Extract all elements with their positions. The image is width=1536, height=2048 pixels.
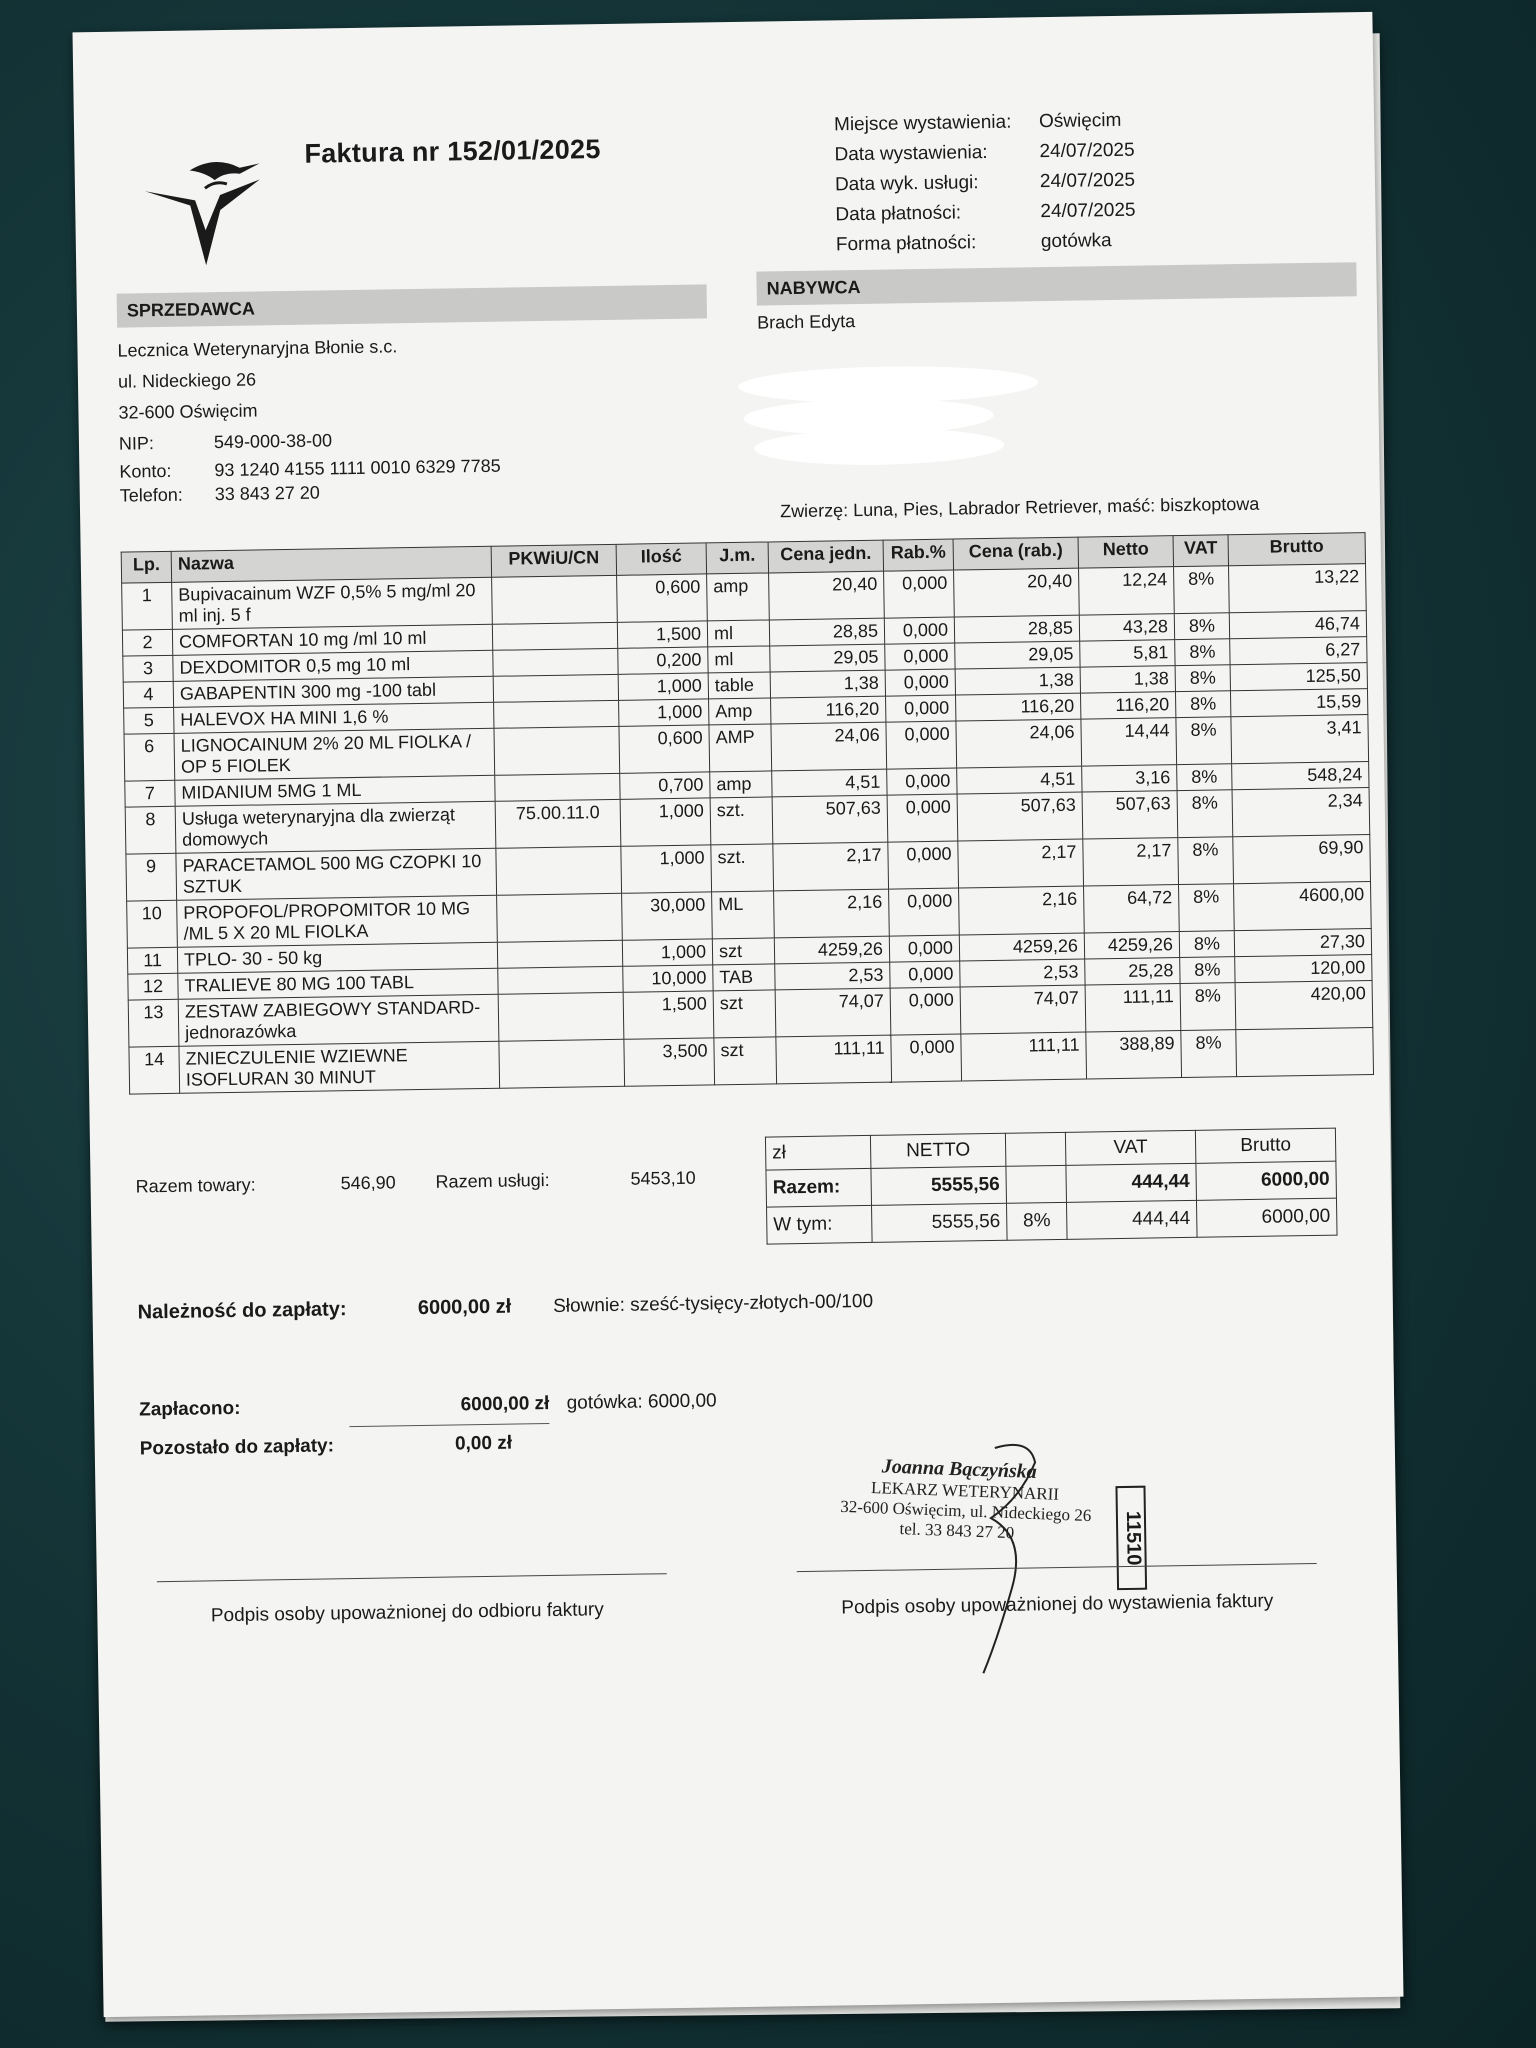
seller-heading: SPRZEDAWCA (117, 284, 707, 327)
handwritten-signature (935, 1437, 1059, 1679)
cell-vat: 8% (1174, 566, 1230, 614)
cell-price-rab: 507,63 (957, 792, 1083, 841)
cell-name: LIGNOCAINUM 2% 20 ML FIOLKA / OP 5 FIOLEK (174, 728, 495, 780)
cell-lp: 8 (125, 806, 176, 854)
cell-price-rab: 111,11 (961, 1032, 1087, 1081)
due-label: Należność do zapłaty: (137, 1298, 347, 1324)
meta-value: 24/07/2025 (1040, 199, 1136, 223)
left-value: 0,00 zł (454, 1432, 513, 1455)
cell-brutto: 125,50 (1230, 663, 1367, 691)
cell-netto: 14,44 (1081, 718, 1177, 766)
cell-netto: 116,20 (1080, 692, 1175, 719)
cell-qty: 1,500 (623, 991, 714, 1039)
invoice-meta (834, 104, 1221, 260)
sum-currency: zł (765, 1135, 871, 1170)
meta-value: 24/07/2025 (1039, 139, 1135, 163)
buyer-name: Brach Edyta (756, 311, 856, 333)
cell-netto: 43,28 (1079, 614, 1174, 641)
summary-table (765, 1128, 1338, 1245)
cell-rab: 0,000 (885, 669, 955, 696)
cell-lp: 1 (122, 582, 173, 630)
cell-vat: 8% (1179, 931, 1234, 958)
cell-brutto: 69,90 (1233, 835, 1371, 884)
cell-vat: 8% (1176, 717, 1232, 765)
issuer-signature-caption: Podpis osoby upoważnionej do wystawienia faktury (841, 1590, 1274, 1619)
cell-lp: 9 (126, 853, 177, 901)
cell-rab: 0,000 (887, 794, 958, 842)
cell-brutto: 13,22 (1229, 564, 1367, 613)
cell-brutto: 3,41 (1231, 715, 1369, 764)
cell-qty: 1,000 (618, 673, 708, 700)
sum-brutto-header: Brutto (1195, 1128, 1336, 1163)
cell-rab: 0,000 (890, 961, 960, 988)
cell-brutto: 15,59 (1230, 689, 1367, 717)
stamp-address: 32-600 Oświęcim, ul. Nideckiego 26 (839, 1496, 1092, 1526)
cell-qty: 0,200 (618, 647, 708, 674)
cell-netto: 388,89 (1086, 1031, 1182, 1079)
cell-pkwiu (496, 846, 622, 895)
cell-name: PROPOFOL/PROPOMITOR 10 MG /ML 5 X 20 ML FIOLKA (177, 895, 498, 947)
cell-vat: 8% (1175, 691, 1230, 718)
cell-name: Usługa weterynaryjna dla zwierząt domowych (175, 801, 496, 853)
cell-price-rab: 2,53 (960, 959, 1085, 987)
cell-unit: szt (714, 1037, 777, 1085)
column-header: Cena jedn. (768, 540, 883, 573)
cell-netto: 3,16 (1082, 765, 1177, 792)
column-header: PKWiU/CN (491, 544, 616, 577)
sum-vat-header: VAT (1065, 1130, 1196, 1165)
column-header: Lp. (121, 551, 171, 583)
column-header: Netto (1078, 536, 1173, 568)
sum-netto-header: NETTO (870, 1133, 1006, 1168)
sum-razem-netto: 5555,56 (871, 1166, 1007, 1205)
cell-price: 507,63 (772, 795, 888, 844)
cell-netto: 12,24 (1079, 567, 1175, 615)
redaction-mark (738, 362, 1070, 472)
cell-netto: 25,28 (1085, 958, 1180, 985)
cell-price: 4,51 (772, 769, 887, 797)
cell-pkwiu (498, 992, 624, 1041)
seller-street: ul. Nideckiego 26 (117, 369, 257, 392)
payment-status (139, 1382, 718, 1468)
cell-qty: 30,000 (622, 892, 713, 940)
cell-brutto: 420,00 (1235, 981, 1373, 1030)
cell-unit: table (708, 672, 770, 699)
cell-vat: 8% (1175, 639, 1230, 666)
cell-name: DEXDOMITOR 0,5 mg 10 ml (173, 650, 493, 681)
cell-brutto (1236, 1028, 1374, 1077)
cell-name: Bupivacainum WZF 0,5% 5 mg/ml 20 ml inj. 5 f (172, 577, 493, 629)
cell-vat: 8% (1177, 790, 1233, 838)
tel-value: 33 843 27 20 (214, 482, 321, 505)
stamp-name: Joanna Bączyńska (881, 1455, 1038, 1484)
stamp-number: 11510 (1115, 1486, 1147, 1590)
cell-price-rab: 24,06 (956, 719, 1082, 768)
cell-lp: 12 (128, 973, 178, 1000)
cell-qty: 1,000 (622, 939, 712, 966)
cell-vat: 8% (1179, 884, 1235, 932)
tel-label: Telefon: (119, 484, 183, 506)
receiver-signature-caption: Podpis osoby upoważnionej do odbioru faktury (210, 1599, 604, 1627)
cell-price-rab: 4259,26 (959, 933, 1084, 961)
column-header: Nazwa (171, 546, 491, 582)
cell-qty: 1,000 (621, 845, 712, 893)
cell-rab: 0,000 (885, 643, 955, 670)
cell-price: 2,16 (774, 889, 890, 938)
razem-towary-label: Razem towary: (135, 1174, 256, 1197)
cell-name: MIDANIUM 5MG 1 ML (175, 775, 495, 806)
cell-pkwiu (495, 773, 620, 801)
cell-pkwiu (493, 648, 618, 676)
cell-qty: 1,500 (617, 621, 707, 648)
cell-price-rab: 28,85 (954, 615, 1079, 643)
cell-qty: 3,500 (624, 1038, 715, 1086)
cell-name: ZESTAW ZABIEGOWY STANDARD- jednorazówka (178, 994, 499, 1046)
cell-brutto: 6,27 (1230, 637, 1367, 665)
cell-rab: 0,000 (889, 935, 959, 962)
invoice-sheet (72, 12, 1403, 2017)
cell-brutto: 2,34 (1232, 788, 1370, 837)
cell-pkwiu (497, 893, 623, 942)
meta-value: gotówka (1040, 230, 1112, 253)
cell-netto: 2,17 (1083, 838, 1179, 886)
cell-price: 28,85 (769, 618, 884, 646)
cell-qty: 0,600 (619, 725, 710, 773)
cell-lp: 11 (127, 947, 177, 974)
cell-qty: 0,600 (617, 574, 708, 622)
cell-rab: 0,000 (887, 768, 957, 795)
cell-unit: ml (708, 646, 770, 673)
cell-lp: 13 (128, 999, 179, 1047)
meta-label: Forma płatności: (835, 232, 977, 256)
buyer-heading: NABYWCA (756, 262, 1356, 305)
meta-value: 24/07/2025 (1039, 169, 1136, 193)
cell-unit: ML (712, 891, 775, 939)
cell-pkwiu (497, 940, 622, 968)
seller-city: 32-600 Oświęcim (118, 400, 258, 423)
animal-info: Zwierzę: Luna, Pies, Labrador Retriever, maść: biszkoptowa (779, 493, 1260, 522)
clinic-logo (134, 149, 266, 271)
cell-lp: 2 (122, 629, 172, 656)
cell-netto: 5,81 (1080, 640, 1175, 667)
cell-brutto: 4600,00 (1234, 882, 1372, 931)
cell-pkwiu: 75.00.11.0 (495, 799, 621, 848)
cell-price-rab: 74,07 (960, 985, 1086, 1034)
cell-rab: 0,000 (884, 617, 954, 644)
razem-uslugi-label: Razem usługi: (435, 1169, 550, 1192)
cell-unit: ml (707, 620, 769, 647)
stamp-title: LEKARZ WETERYNARII (870, 1477, 1060, 1504)
cell-lp: 14 (129, 1046, 180, 1094)
cell-pkwiu (492, 575, 618, 624)
meta-label: Data wyk. usługi: (834, 172, 979, 196)
cell-price: 4259,26 (774, 936, 889, 964)
cell-rab: 0,000 (889, 888, 960, 936)
cell-brutto: 27,30 (1234, 929, 1371, 957)
cell-lp: 5 (124, 707, 174, 734)
cell-vat: 8% (1180, 957, 1235, 984)
cell-price-rab: 20,40 (954, 568, 1080, 617)
cell-brutto: 548,24 (1232, 762, 1369, 790)
cell-vat: 8% (1174, 613, 1229, 640)
nip-label: NIP: (118, 433, 155, 454)
cell-price: 1,38 (770, 670, 885, 698)
cell-unit: Amp (709, 698, 771, 725)
meta-label: Miejsce wystawienia: (833, 111, 1012, 136)
cell-price: 74,07 (775, 988, 891, 1037)
cell-qty: 10,000 (623, 965, 713, 992)
sum-razem-brutto: 6000,00 (1196, 1161, 1337, 1200)
cell-name: HALEVOX HA MINI 1,6 % (174, 702, 494, 733)
cell-unit: szt. (711, 844, 774, 892)
cell-qty: 1,000 (619, 699, 709, 726)
cell-brutto: 46,74 (1229, 611, 1366, 639)
cell-name: COMFORTAN 10 mg /ml 10 ml (172, 624, 492, 655)
cell-unit: AMP (709, 724, 772, 772)
cell-lp: 6 (124, 733, 175, 781)
seller-name: Lecznica Weterynaryjna Błonie s.c. (117, 336, 398, 361)
cell-unit: szt. (710, 797, 773, 845)
sum-wtym-label: W tym: (767, 1205, 873, 1244)
cell-netto: 507,63 (1082, 791, 1178, 839)
cell-price-rab: 1,38 (955, 667, 1080, 695)
cell-price: 111,11 (776, 1035, 892, 1084)
amount-due (137, 1290, 873, 1325)
razem-line (135, 1168, 695, 1198)
sum-wtym-brutto: 6000,00 (1196, 1198, 1337, 1237)
cell-lp: 3 (123, 655, 173, 682)
cell-rab: 0,000 (886, 695, 956, 722)
cell-price: 2,53 (775, 962, 890, 990)
cell-rab: 0,000 (886, 721, 957, 769)
cell-unit: amp (710, 771, 772, 798)
column-header: VAT (1173, 535, 1228, 567)
cell-name: ZNIECZULENIE WZIEWNE ISOFLURAN 30 MINUT (179, 1041, 500, 1093)
meta-row (836, 224, 1221, 260)
column-header: Brutto (1228, 533, 1365, 566)
receiver-signature-line (157, 1573, 667, 1582)
due-value: 6000,00 zł (417, 1295, 512, 1320)
sum-wtym-netto: 5555,56 (872, 1203, 1008, 1242)
paid-method: gotówka: 6000,00 (566, 1390, 717, 1414)
cell-lp: 10 (127, 900, 178, 948)
cell-vat: 8% (1178, 837, 1234, 885)
items-table (121, 532, 1374, 1094)
left-label: Pozostało do zapłaty: (139, 1435, 335, 1460)
cell-qty: 1,000 (620, 798, 711, 846)
cell-price: 29,05 (770, 644, 885, 672)
cell-pkwiu (493, 674, 618, 702)
sum-razem-vat: 444,44 (1066, 1163, 1197, 1202)
cell-name: TRALIEVE 80 MG 100 TABL (178, 968, 498, 999)
cell-pkwiu (492, 622, 617, 650)
konto-label: Konto: (119, 460, 172, 482)
cell-vat: 8% (1175, 665, 1230, 692)
due-words: Słownie: sześć-tysięcy-złotych-00/100 (552, 1290, 874, 1317)
sum-wtym-rate: 8% (1006, 1202, 1067, 1240)
cell-rab: 0,000 (884, 570, 955, 618)
cell-lp: 4 (123, 681, 173, 708)
cell-unit: szt (712, 938, 774, 965)
column-header: Rab.% (883, 539, 953, 571)
cell-qty: 0,700 (620, 772, 710, 799)
cell-vat: 8% (1181, 1030, 1237, 1078)
column-header: Cena (rab.) (953, 537, 1078, 570)
paid-label: Zapłacono: (138, 1397, 241, 1421)
cell-netto: 64,72 (1084, 885, 1180, 933)
cell-rab: 0,000 (890, 987, 961, 1035)
sum-razem-label: Razem: (766, 1168, 872, 1207)
cell-lp: 7 (125, 780, 175, 807)
cell-name: TPLO- 30 - 50 kg (177, 942, 497, 973)
razem-uslugi-value: 5453,10 (630, 1167, 696, 1189)
cell-unit: TAB (713, 964, 775, 991)
cell-name: PARACETAMOL 500 MG CZOPKI 10 SZTUK (176, 848, 497, 900)
cell-rab: 0,000 (888, 841, 959, 889)
column-header: Ilość (616, 543, 706, 575)
cell-price: 116,20 (771, 696, 886, 724)
cell-pkwiu (498, 966, 623, 994)
konto-value: 93 1240 4155 1111 0010 6329 7785 (214, 455, 501, 481)
cell-brutto: 120,00 (1235, 955, 1372, 983)
nip-value: 549-000-38-00 (213, 430, 333, 453)
meta-label: Data wystawienia: (834, 141, 988, 166)
meta-value: Oświęcim (1038, 109, 1122, 133)
seller-details (117, 330, 501, 508)
meta-label: Data płatności: (835, 202, 962, 226)
cell-netto: 111,11 (1085, 984, 1181, 1032)
cell-price-rab: 29,05 (955, 641, 1080, 669)
cell-price: 20,40 (769, 571, 885, 620)
cell-price: 24,06 (771, 722, 887, 771)
column-header: J.m. (706, 542, 768, 574)
paid-value: 6000,00 zł (349, 1385, 550, 1427)
cell-unit: szt (713, 990, 776, 1038)
razem-towary-value: 546,90 (340, 1172, 396, 1194)
cell-vat: 8% (1180, 983, 1236, 1031)
cell-price-rab: 116,20 (956, 693, 1081, 721)
cell-vat: 8% (1177, 764, 1232, 791)
cell-rab: 0,000 (891, 1034, 962, 1082)
cell-netto: 1,38 (1080, 666, 1175, 693)
cell-price-rab: 4,51 (957, 766, 1082, 794)
cell-price-rab: 2,17 (958, 839, 1084, 888)
cell-pkwiu (499, 1039, 625, 1088)
cell-pkwiu (494, 700, 619, 728)
cell-name: GABAPENTIN 300 mg -100 tabl (173, 676, 493, 707)
cell-price: 2,17 (773, 842, 889, 891)
invoice-title: Faktura nr 152/01/2025 (304, 134, 601, 169)
stamp-tel: tel. 33 843 27 20 (899, 1519, 1015, 1543)
cell-netto: 4259,26 (1084, 932, 1179, 959)
cell-unit: amp (707, 573, 770, 621)
cell-price-rab: 2,16 (959, 886, 1085, 935)
sum-wtym-vat: 444,44 (1066, 1200, 1197, 1239)
cell-pkwiu (494, 726, 620, 775)
